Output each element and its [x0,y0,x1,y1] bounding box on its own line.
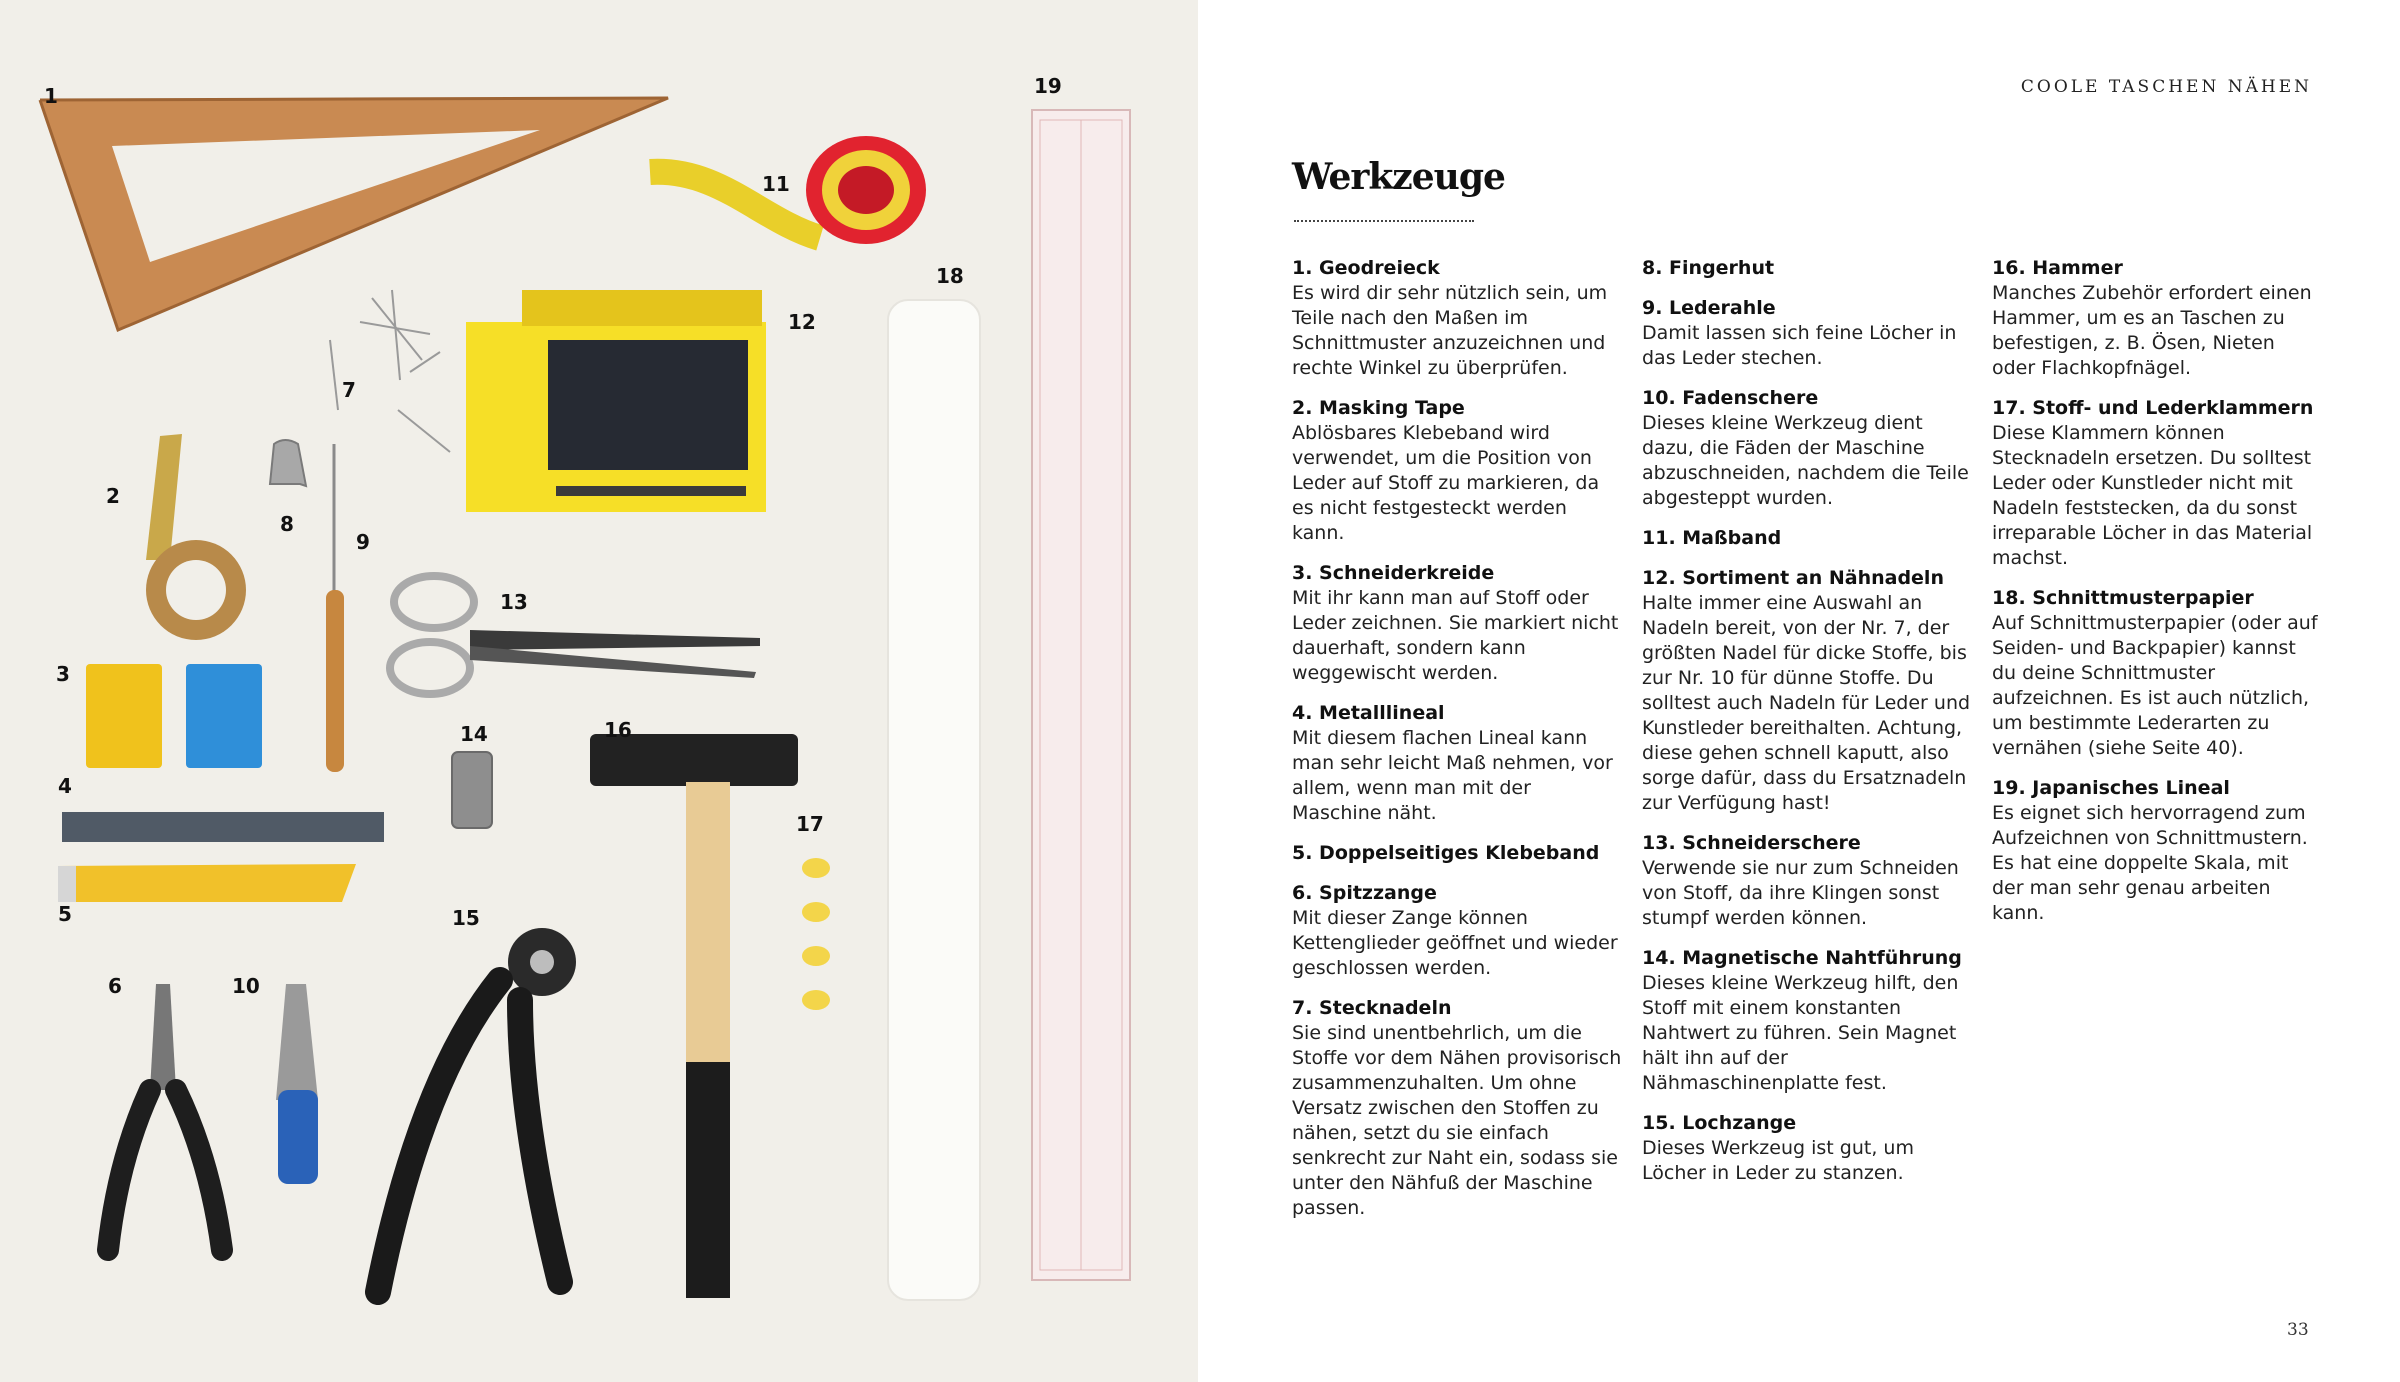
tool-description: Diese Klammern können Stecknadeln ersetzen. Du solltest Leder oder Kunstleder nicht mit Nadeln feststecken, da du sonst irreparable Löcher in das Material machst. [1992,422,2313,569]
tool-description: Verwende sie nur zum Schneiden von Stoff, da ihre Klingen sonst stumpf werden können. [1642,857,1959,929]
needle-pack [466,290,766,512]
tool-list-column-2 [1642,256,1972,1201]
tool-description: Auf Schnittmusterpapier (oder auf Seiden- und Backpapier) kannst du deine Schnittmuster aufzeichnen. Es ist auch nützlich, um bestimmte Lederarten zu vernähen (siehe Seite 40). [1992,612,2318,759]
title-divider [1294,220,1474,222]
pins [330,290,450,452]
photo-label: 3 [56,662,70,686]
tool-entry [1292,996,1622,1221]
double-sided-tape [58,864,356,902]
tool-description: Mit dieser Zange können Kettenglieder geöffnet und wieder geschlossen werden. [1292,907,1618,979]
tool-heading: 4. Metalllineal [1292,702,1445,724]
tool-entry [1642,946,1972,1096]
tool-entry [1992,586,2322,761]
tool-entry [1992,256,2322,381]
tool-description: Dieses kleine Werkzeug dient dazu, die Fäden der Maschine abzuschneiden, nachdem die Teile abgesteppt wurden. [1642,412,1969,509]
tool-entry [1292,396,1622,546]
thimble [270,440,306,486]
tool-heading: 7. Stecknadeln [1292,997,1452,1019]
photo-label: 13 [500,590,528,614]
japanese-ruler [1032,110,1130,1280]
page-number: 33 [2287,1320,2309,1340]
tool-heading: 13. Schneiderschere [1642,832,1861,854]
tool-description: Damit lassen sich feine Löcher in das Leder stechen. [1642,322,1957,369]
pliers [108,984,222,1250]
tool-heading: 12. Sortiment an Nähnadeln [1642,567,1944,589]
tool-heading: 6. Spitzzange [1292,882,1437,904]
tool-heading: 1. Geodreieck [1292,257,1440,279]
photo-label: 1 [44,84,58,108]
tool-description: Ablösbares Klebeband wird verwendet, um die Position von Leder auf Stoff zu markieren, da es nicht festgesteckt werden kann. [1292,422,1600,544]
tool-entry [1642,296,1972,371]
photo-label: 17 [796,812,824,836]
photo-label: 18 [936,264,964,288]
metal-ruler [62,812,384,842]
tool-list-column-3 [1992,256,2322,941]
tools-illustration [0,0,1198,1382]
tool-entry [1292,701,1622,826]
masking-tape [146,434,246,640]
tool-heading: 5. Doppelseitiges Klebeband [1292,842,1600,864]
tool-heading: 14. Magnetische Nahtführung [1642,947,1962,969]
tool-heading: 10. Fadenschere [1642,387,1819,409]
photo-label: 10 [232,974,260,998]
tool-description: Manches Zubehör erfordert einen Hammer, um es an Taschen zu befestigen, z. B. Ösen, Nieten oder Flachkopfnägel. [1992,282,2312,379]
thread-snips [276,984,318,1184]
photo-label: 7 [342,378,356,402]
tool-entry [1292,841,1622,866]
tailor-scissors [390,576,760,694]
tool-heading: 8. Fingerhut [1642,257,1775,279]
tool-heading: 3. Schneiderkreide [1292,562,1495,584]
tool-heading: 19. Japanisches Lineal [1992,777,2230,799]
tool-heading: 16. Hammer [1992,257,2123,279]
tool-description: Es wird dir sehr nützlich sein, um Teile nach den Maßen im Schnittmuster anzuzeichnen und rechte Winkel zu überprüfen. [1292,282,1608,379]
fabric-clips [802,858,830,1010]
tailor-chalk [86,664,262,768]
tool-entry [1992,396,2322,571]
tool-description: Mit ihr kann man auf Stoff oder Leder zeichnen. Sie markiert nicht dauerhaft, sondern kann weggewischt werden. [1292,587,1619,684]
tool-description: Dieses Werkzeug ist gut, um Löcher in Leder zu stanzen. [1642,1137,1914,1184]
photo-label: 9 [356,530,370,554]
tool-entry [1642,386,1972,511]
tool-heading: 15. Lochzange [1642,1112,1797,1134]
tool-entry [1642,1111,1972,1186]
photo-label: 15 [452,906,480,930]
tool-heading: 18. Schnittmusterpapier [1992,587,2254,609]
hammer [590,734,798,1298]
leather-punch [378,928,576,1292]
photo-label: 11 [762,172,790,196]
leather-awl [326,444,344,772]
photo-label: 16 [604,718,632,742]
tool-entry [1642,831,1972,931]
tool-entry [1642,256,1972,281]
page-title: Werkzeuge [1292,156,1505,198]
tool-description: Es eignet sich hervorragend zum Aufzeichnen von Schnittmustern. Es hat eine doppelte Skala, mit der man sehr genau arbeiten kann. [1992,802,2308,924]
tool-list-column-1 [1292,256,1622,1236]
tool-heading: 2. Masking Tape [1292,397,1465,419]
photo-label: 12 [788,310,816,334]
photo-label: 14 [460,722,488,746]
tool-entry [1642,566,1972,816]
tool-description: Halte immer eine Auswahl an Nadeln bereit, von der Nr. 7, der größten Nadel für dicke Stoffe, bis zur Nr. 10 für dünne Stoffe. Du solltest auch Nadeln für Leder und Kunstleder bereithalten. Achtung, diese gehen schnell kaputt, also sorge dafür, dass du Ersatznadeln zur Verfügung hast! [1642,592,1971,814]
running-header: COOLE TASCHEN NÄHEN [2020,77,2312,97]
tool-heading: 9. Lederahle [1642,297,1776,319]
tools-photo [0,0,1198,1382]
tool-heading: 17. Stoff- und Lederklammern [1992,397,2314,419]
tool-entry [1642,526,1972,551]
photo-label: 5 [58,902,72,926]
pattern-paper-roll [888,300,980,1300]
photo-label: 19 [1034,74,1062,98]
tool-entry [1992,776,2322,926]
tool-description: Mit diesem flachen Lineal kann man sehr leicht Maß nehmen, vor allem, wenn man mit der Maschine näht. [1292,727,1613,824]
photo-label: 2 [106,484,120,508]
tool-entry [1292,561,1622,686]
magnetic-seam-guide [452,752,492,828]
tool-description: Dieses kleine Werkzeug hilft, den Stoff mit einem konstanten Nahtwert zu führen. Sein Magnet hält ihn auf der Nähmaschinenplatte fest. [1642,972,1959,1094]
photo-label: 4 [58,774,72,798]
tool-entry [1292,256,1622,381]
tool-entry [1292,881,1622,981]
photo-label: 6 [108,974,122,998]
tool-description: Sie sind unentbehrlich, um die Stoffe vor dem Nähen provisorisch zusammenzuhalten. Um ohne Versatz zwischen den Stoffen zu nähen, setzt du sie einfach senkrecht zur Naht ein, sodass sie unter den Nähfuß der Maschine passen. [1292,1022,1622,1219]
tool-heading: 11. Maßband [1642,527,1782,549]
photo-label: 8 [280,512,294,536]
